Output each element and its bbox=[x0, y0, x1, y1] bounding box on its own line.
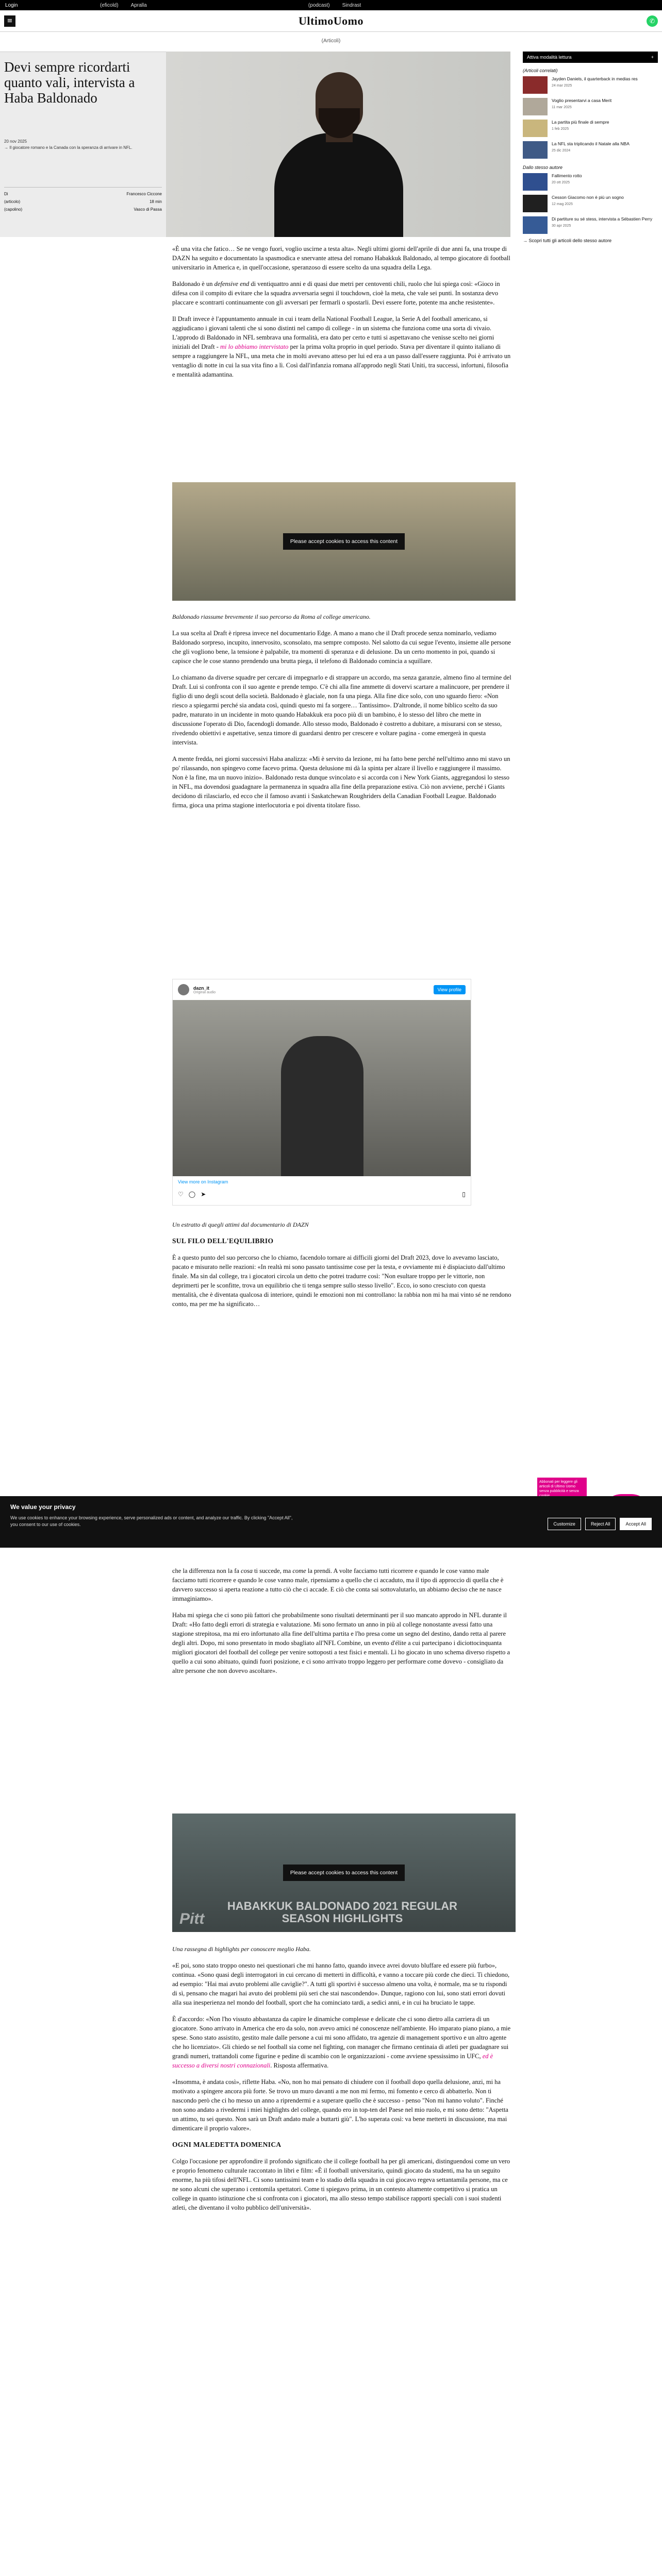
instagram-embed[interactable] bbox=[172, 979, 471, 1206]
site-header bbox=[0, 10, 662, 32]
instagram-audio: Original audio bbox=[193, 990, 216, 994]
top-links-right bbox=[229, 3, 440, 8]
paragraph: A mente fredda, nei giorni successivi Haba analizza: «Mi è servito da lezione, mi ha fatto bene perché nell'ultimo anno mi stavo un po' rilassando, non spingevo come facevo prima. Questa delusione mi dà la spinta per alzare il livello e raggiungere il massimo. Non è la fine, ma un nuovo inizio». Baldonado resta dunque svincolato e si accorda con i New York Giants, aggregandosi lo stesso in NFL, ma dovendosi guadagnare la permanenza in squadra alla fine della preparazione estiva. Ciò non avviene, perché i Giants decidono di rilasciarlo, ed ecco che il famoso avanti i Saskatchewan Roughriders della Canadian Football League. Baldonado firma, gioca una prima stagione interlocutoria e poi diventa titolare fisso. bbox=[172, 755, 510, 809]
article-body-4 bbox=[172, 1566, 511, 1683]
article-body-5 bbox=[172, 1940, 511, 2219]
sidebar-article[interactable] bbox=[523, 120, 658, 138]
article-meta bbox=[4, 187, 162, 212]
sidebar-article-title[interactable]: Fallimento rotto bbox=[552, 173, 582, 178]
share-icon[interactable]: ➤ bbox=[201, 1191, 206, 1198]
top-links bbox=[18, 3, 229, 8]
caption: Baldonado riassume brevemente il suo percorso da Roma al college americano. bbox=[172, 613, 371, 620]
sidebar-article-date: 11 mar 2025 bbox=[552, 106, 572, 109]
subnav[interactable]: (Articoli) bbox=[321, 38, 341, 44]
top-link-2[interactable]: Sindrast bbox=[342, 2, 361, 8]
instagram-user[interactable]: dazn_it bbox=[193, 985, 210, 991]
top-link-1[interactable]: Apralla bbox=[130, 2, 147, 8]
paragraph: La sua scelta al Draft è ripresa invece nel documentario Edge. A mano a mano che il Draft procede senza nominarlo, vediamo Baldonado sorpreso, incupito, innervosito, sconsolato, ma sempre composto. Nel salotto da cui segue l'evento, insieme alle persone che gli vogliono bene, la tensione è palpabile, tra momenti di speranza e di delusione. Da un certo momento in poi, quando si capisce che le cose stanno prendendo una brutta piega, il telefono di Baldonado comincia a squillare. bbox=[172, 630, 511, 665]
sidebar-article-title[interactable]: La partita più finale di sempre bbox=[552, 120, 609, 125]
sidebar-article-date: 1 feb 2025 bbox=[552, 127, 569, 131]
paragraph: Colgo l'occasione per approfondire il profondo significato che il college football ha per gli americani, distinguendosi come un vero e proprio fenomeno culturale raccontato in libri e film: «È il football universitario, quindi giocato da studenti, ma ha un seguito enorme, ha più tifosi dell'NFL. Ci sono tantissimi team e lo stadio della squadra in cui giocavo regeva settantamila persone, ma ce ne sono alcuni che superano i centomila spettatori. Come ti spiegavo prima, in un contesto altamente competitivo si pratica un college in quanto istituzione che si confronta con i giocatori, ma allo stesso tempo stabilisce rapporti speciali con i suoi studenti atleti, che diventano il volto pubblico dell'università». bbox=[172, 2158, 510, 2211]
sidebar-article[interactable] bbox=[523, 98, 658, 116]
article-thumbnail[interactable] bbox=[523, 195, 548, 212]
sidebar-article[interactable] bbox=[523, 173, 658, 192]
sidebar-article-title[interactable]: La NFL sta triplicando il Natale alla NBA bbox=[552, 141, 630, 146]
all-author-articles-link[interactable]: → Scopri tutti gli articoli dello stesso autore bbox=[523, 238, 612, 243]
avatar[interactable] bbox=[178, 984, 189, 995]
article-thumbnail[interactable] bbox=[523, 141, 548, 159]
view-more-link[interactable]: View more on Instagram bbox=[178, 1179, 228, 1184]
sidebar-article-title[interactable]: Cesson Giacomo non è più un sogno bbox=[552, 195, 624, 200]
comment-icon[interactable]: ◯ bbox=[188, 1191, 196, 1198]
section-heading: SUL FILO DELL'EQUILIBRIO bbox=[172, 1237, 274, 1245]
sidebar-article-title[interactable]: Jayden Daniels, il quarterback in medias res bbox=[552, 76, 638, 81]
team-watermark: Pitt bbox=[179, 1910, 205, 1927]
paragraph: «Insomma, è andata così», riflette Haba. «No, non ho mai pensato di chiudere con il football dopo quella delusione, anzi, mi ha motivato a spingere ancora più forte. Se trovo un muro davanti a me non mi fermo, mi fomento e cerco di abbatterlo. Non ti nascondo però che ci ho messo un anno a riprendermi e a superare quello che è successo - penso "Non mi hanno voluto". Finché non sono andato a rivedermi i miei highlights del college, quando ero in top-ten del Paese nel mio ruolo, e mi sono detto: "Aspetta un attimo, tu sei questo. Non sarà un Draft andato male a buttarti giù". L'ho superata così: va bene metterti in discussione, ma mai dimenticare il proprio valore». bbox=[172, 2078, 508, 2132]
cookie-banner bbox=[0, 1496, 662, 1548]
sidebar-article-date: 30 apr 2025 bbox=[552, 224, 571, 228]
paragraph: Lo chiamano da diverse squadre per cercare di impegnarlo e di strappare un accordo, ma senza garanzie, almeno fino al termine del Draft. Lui si confronta con il suo agente e prende tempo. C'è chi alla fine ammette di dovervi scartare a malincuore, per prendere il figlio di uno degli scout della società. Baldonado è glaciale, non fa una piega. Alla fine dice solo, con uno sguardo fiero: «Non riesco a spiegarmi perché sia andata così, quindi questo mi fa sorgere… Tantissimo». D'altronde, il nome biblico scelto da suo padre, maturato in un incidente in moto quando Habakkuk era poco più di un bambino, è lo stesso del libro che mette in discussione l'operato di Dio, facendogli domande. Allo stesso modo, Baldonado è costretto a dubitare, a misurarsi con se stesso, rivedendo obiettivi e aspettative, senza timore di guardarsi dentro per crescere e voltare pagina - come emergerà in questa intervista. bbox=[172, 674, 511, 746]
article-thumbnail[interactable] bbox=[523, 120, 548, 137]
plus-icon[interactable]: + bbox=[651, 55, 654, 60]
sidebar-article-date: 20 ott 2025 bbox=[552, 181, 570, 184]
reading-mode-label: Attiva modalità lettura bbox=[527, 55, 572, 60]
paragraph: che la differenza non la fa cosa ti succede, ma come la prendi. A volte facciamo tutti ricorrere e quando le cose vanno male facciamo tutti ricorrere e quando le cose vanno male, ripensiamo a quello che ci accaduto, ma il tipo di approccio di quella che è davvero successo si aperta reazione a tutto ciò che ci accade. E ciò che conta sai sottovalutarlo, un abbiamo deciso che ne nasce immaginiamo». bbox=[172, 1567, 504, 1602]
article-body-3 bbox=[172, 1216, 511, 1316]
top-link-0[interactable]: (eficold) bbox=[100, 2, 119, 8]
sidebar-article[interactable] bbox=[523, 216, 658, 235]
login-link[interactable]: Login bbox=[5, 2, 18, 8]
paragraph: È d'accordo: «Non l'ho vissuto abbastanza da capire le dinamiche complesse e delicate che ci sono dietro alla carriera di un giocatore. Sono arrivato in America che ero da solo, non avevo amici né conoscenze nell'ambiente. Ho imparato piano piano, a mie spese. Sono stato assistito, gestito male dalle persone a cui mi sono affidato, tra agenzie di management sportivo e un altro agente che ho licenziato». Gli chiedo se nel football sia come nel fighting, con manager che firmano centinaia di atleti per guadagnare sui grandi numeri, trattandoli come figurine e pedine di scambio con le organizzazioni - come avviene spessissimo in UFC, ed è successo a diversi nostri connazionali. Risposta affermativa. bbox=[172, 2015, 511, 2069]
article-header-panel bbox=[0, 52, 166, 237]
paragraph: Baldonado è un defensive end di ventiquattro anni e di quasi due metri per centoventi chili, ruolo che lui spiega così: «Gioco in difesa con il compito di evitare che la squadra avversaria segni il touchdown, cioè la meta, che vale sei punti. In sostanza devo placcare e scontrarti continuamente con gli avversari per fermarli o spostarli. Devi essere forte, potente ma anche resistente». bbox=[172, 280, 500, 306]
view-profile-button[interactable]: View profile bbox=[434, 985, 466, 994]
article-thumbnail[interactable] bbox=[523, 173, 548, 191]
same-author-title: Dallo stesso autore bbox=[523, 165, 563, 170]
instagram-actions bbox=[178, 1191, 206, 1198]
top-link-podcast[interactable]: (podcast) bbox=[308, 2, 330, 8]
video-embed-1[interactable] bbox=[172, 482, 516, 601]
caption: Un estratto di quegli attimi dal documentario di DAZN bbox=[172, 1221, 309, 1228]
cookie-required-message: Please accept cookies to access this content bbox=[283, 1865, 405, 1881]
sidebar-article[interactable] bbox=[523, 76, 658, 95]
subscribe-promo[interactable]: Abbonati per leggere gli articoli di Ultimo Uomo senza pubblicità e senza bbox=[537, 1478, 587, 1501]
meta-value: 18 min bbox=[149, 199, 162, 204]
sidebar-article-date: 24 mar 2025 bbox=[552, 84, 572, 88]
video-embed-2[interactable] bbox=[172, 1814, 516, 1932]
hero-portrait bbox=[274, 72, 403, 237]
sidebar-article[interactable] bbox=[523, 195, 658, 213]
article-title: Devi sempre ricordarti quanto vali, intervista a Haba Baldonado bbox=[4, 59, 135, 106]
cookie-title: We value your privacy bbox=[10, 1503, 76, 1511]
accept-all-button[interactable]: Accept All bbox=[620, 1518, 652, 1530]
article-thumbnail[interactable] bbox=[523, 216, 548, 234]
section-heading: OGNI MALEDETTA DOMENICA bbox=[172, 2141, 282, 2148]
heart-icon[interactable]: ♡ bbox=[178, 1191, 184, 1198]
highlights-title: HABAKKUK BALDONADO 2021 REGULAR SEASON HIGHLIGHTS bbox=[227, 1900, 458, 1925]
paragraph: «E poi, sono stato troppo onesto nei questionari che mi hanno fatto, quando invece avrei dovuto bluffare ed essere più furbo», continua. «Sono quasi degli interrogatori in cui cercano di metterti in difficoltà, e vanno a toccare più corde che dieci. Ti chiedono, ad esempio: "Hai mai avuto problemi alle caviglie?". A tutti gli sportivi è successo almeno una volta, è normale, ma se tu rispondi di sì, pensano che magari hai avuto dei problemi più seri che stai nascondendo». Dunque, ragiono con lui, sono stati errori dovuti alla sua inesperienza nel mondo del football, sport che ha cominciato tardi, a sedici anni, e in cui ha bruciato le tappe. bbox=[172, 1962, 510, 2006]
cookie-buttons bbox=[548, 1518, 652, 1530]
sidebar-article-date: 12 mag 2025 bbox=[552, 202, 573, 206]
reading-mode-bar[interactable] bbox=[523, 52, 658, 63]
bookmark-icon[interactable]: ▯ bbox=[462, 1191, 466, 1198]
paragraph: «È una vita che fatico… Se ne vengo fuori, voglio uscirne a testa alta». Negli ultimi giorni dell'aprile di due anni fa, una troupe di DAZN ha seguito e documentato la spasmodica e snervante attesa del romano Habakkuk Baldonado, al tempo giocatore di football universitario in America e, in quell'occasione, speranzoso di essere scelto da una squadra della Lega. bbox=[172, 245, 510, 271]
instagram-media[interactable] bbox=[173, 1000, 471, 1176]
top-bar bbox=[0, 0, 662, 10]
cookie-required-message: Please accept cookies to access this content bbox=[283, 533, 405, 550]
related-title: (Articoli correlati) bbox=[523, 68, 558, 73]
meta-value[interactable]: Francesco Ciccone bbox=[126, 192, 162, 196]
article-date: 20 nov 2025 bbox=[4, 139, 27, 144]
sidebar-article-date: 25 dic 2024 bbox=[552, 149, 571, 152]
fighting-link[interactable]: ed è successo a diversi nostri connazionali bbox=[172, 2053, 493, 2069]
meta-label: Di bbox=[4, 192, 8, 196]
meta-value: Vasco di Passa bbox=[134, 207, 162, 212]
sidebar-article-title[interactable]: Di partiture su sé stess, intervista a Sébastien Perry bbox=[552, 216, 653, 222]
article-standfirst: → Il giocatore romano e la Canada con la speranza di arrivare in NFL. bbox=[4, 145, 133, 150]
meta-label: (capolino) bbox=[4, 207, 23, 212]
customize-button[interactable]: Customize bbox=[548, 1518, 581, 1530]
paragraph: Il Draft invece è l'appuntamento annuale in cui i team della National Football League, la Serie A del football americano, si aggiudicano i giovani talenti che si sono distinti nel campo di college - in un sistema che funziona come una sorta di vivaio. L'approdo di Baldonado in NFL sembrava una formalità, era dato per certo e tutti si aspettavano che venisse scelto nei giorni iniziali del Draft - mi lo abbiamo intervistato per la prima volta proprio in quel periodo. Stava per diventare il quinto italiano di sempre a raggiungere la NFL, una meta che in molti avevano atteso per lui ed era a un passo dall'essere raggiunta. Poi è arrivato un ventaglio di notte in cui la sua vita fino a lì. Così dall'infanzia romana all'approdo negli Stati Uniti, tra successi, infortuni, filosofia e mentalità adamantina. bbox=[172, 315, 511, 378]
article-body-2 bbox=[172, 608, 511, 817]
article-body-1 bbox=[172, 244, 511, 386]
interview-link[interactable]: mi lo abbiamo intervistato bbox=[220, 343, 289, 350]
menu-icon[interactable]: ≡ bbox=[4, 15, 15, 27]
paragraph: È a questo punto del suo percorso che lo chiamo, facendolo tornare ai difficili giorni del Draft 2023, dove lo avevamo lasciato, pacato e misurato nelle reazioni: «In realtà mi sono passato tantissime cose per la testa, e ovviamente mi è dispiaciuto dall'ultimo finale. Ma sin dal college, tra i giocatori circola un detto che potrei tradurre così: "Non esultare troppo per le vittorie, non deprimerti per le sconfitte, trova un equilibrio che ti tenga sempre sullo stesso livello". Ecco, io sono cresciuto con questa mentalità, che è diventata qualcosa di interiore, quindi le emozioni non mi controllano: la rabbia non mi ha mai vinto sé ne rendono conto, ma per me ha significato… bbox=[172, 1254, 511, 1308]
cookie-text: We use cookies to enhance your browsing experience, serve personalized ads or content, and analyze our traffic. By clicking "Accept All", you consent to our use of cookies. bbox=[10, 1515, 293, 1527]
article-thumbnail[interactable] bbox=[523, 98, 548, 115]
reject-all-button[interactable]: Reject All bbox=[585, 1518, 616, 1530]
site-logo[interactable]: UltimoUomo bbox=[299, 14, 363, 27]
sidebar bbox=[523, 52, 658, 243]
sidebar-article[interactable] bbox=[523, 141, 658, 160]
caption: Una rassegna di highlights per conoscere meglio Haba. bbox=[172, 1945, 311, 1953]
paragraph: Haba mi spiega che ci sono più fattori che probabilmente sono risultati determinanti per il suo mancato approdo in NFL durante il Draft: «Ho fatto degli errori di strategia e valutazione. Mi sono fermato un anno in più al college nonostante avessi fatto una stagione strepitosa, ma mi ero infortunato alla fine dell'ultima partita e l'ho presa come un segno del destino, dando retta al parere degli altri. Dopo, mi sono presentato in modo sbagliato all'NFL Combine, un evento d'élite a cui partecipano i diciottocinquanta migliori giocatori del football del college per venire sottoposti a test fisici e mentali. Lì ho giocato in uno schema diverso rispetto a quello a cui sono abituato, quindi fuori posizione, e ci sono arrivato troppo leggero per performare come dovevo - consigliato da altre persone che non dovevo ascoltare». bbox=[172, 1612, 510, 1674]
article-thumbnail[interactable] bbox=[523, 76, 548, 94]
sidebar-article-title[interactable]: Voglio presentarvi a casa Merit bbox=[552, 98, 612, 103]
whatsapp-icon[interactable]: ✆ bbox=[647, 15, 658, 27]
meta-label: (articolo) bbox=[4, 199, 21, 204]
hero-image bbox=[166, 52, 510, 237]
instagram-header bbox=[173, 979, 471, 1000]
